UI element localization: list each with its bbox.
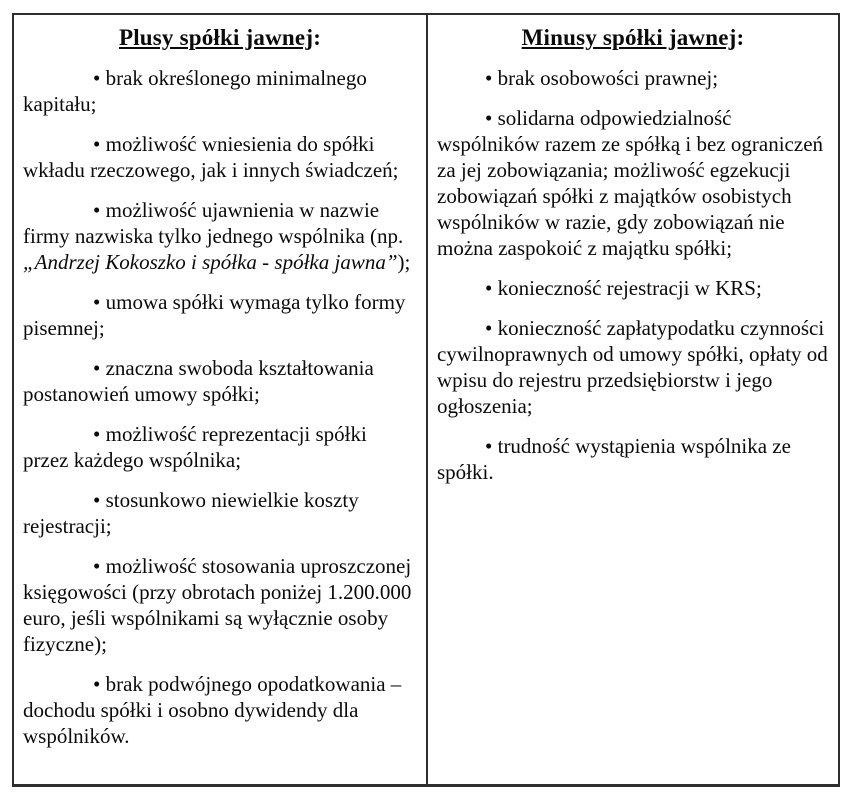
list-item-text: możliwość reprezentacji spółki przez każdego wspólnika; — [23, 422, 367, 472]
list-item — [23, 671, 417, 749]
bullet-icon: • — [93, 132, 106, 156]
pros-list — [23, 65, 417, 749]
list-item-text: trudność wystąpienia wspólnika ze spółki. — [437, 434, 791, 484]
bullet-icon: • — [93, 554, 106, 578]
list-item-text: „Andrzej Kokoszko i spółka - spółka jawna” — [23, 250, 398, 274]
list-item-text: znaczna swoboda kształtowania postanowień umowy spółki; — [23, 356, 374, 406]
cons-header-colon: : — [736, 25, 745, 50]
bullet-icon: • — [93, 672, 106, 696]
cons-header-text: Minusy spółki jawnej — [521, 25, 737, 50]
bullet-icon: • — [485, 66, 498, 90]
list-item-text: umowa spółki wymaga tylko formy pisemnej; — [23, 290, 406, 340]
list-item-text: konieczność zapłatypodatku czynności cywilnoprawnych od umowy spółki, opłaty od wpisu do rejestru przedsiębiorstw i jego ogłoszenia; — [437, 316, 828, 418]
bullet-icon: • — [485, 434, 498, 458]
list-item — [437, 315, 829, 419]
list-item-text: możliwość ujawnienia w nazwie firmy nazwiska tylko jednego wspólnika (np. — [23, 198, 404, 248]
list-item-text: brak podwójnego opodatkowania – dochodu spółki i osobno dywidendy dla wspólników. — [23, 672, 402, 748]
pros-column — [14, 15, 426, 784]
cons-list — [437, 65, 829, 485]
list-item-text: konieczność rejestracji w KRS; — [497, 276, 762, 300]
list-item — [437, 433, 829, 485]
pros-header-colon: : — [313, 25, 322, 50]
pros-header-text: Plusy spółki jawnej — [118, 25, 314, 50]
list-item-text: brak określonego minimalnego kapitału; — [23, 66, 367, 116]
bullet-icon: • — [93, 290, 106, 314]
bullet-icon: • — [485, 106, 498, 130]
list-item — [23, 553, 417, 657]
list-item-text: ); — [397, 250, 411, 274]
bullet-icon: • — [485, 316, 498, 340]
cons-column-header — [437, 23, 829, 53]
list-item-text: możliwość stosowania uproszczonej księgowości (przy obrotach poniżej 1.200.000 euro, jeśli wspólnikami są wyłącznie osoby fizyczne); — [23, 554, 412, 656]
bullet-icon: • — [93, 198, 106, 222]
bullet-icon: • — [93, 422, 106, 446]
list-item-text: brak osobowości prawnej; — [497, 66, 719, 90]
list-item — [23, 421, 417, 473]
list-item — [23, 289, 417, 341]
list-item-text: stosunkowo niewielkie koszty rejestracji; — [23, 488, 359, 538]
list-item — [437, 65, 829, 91]
list-item-text: solidarna odpowiedzialność wspólników razem ze spółką i bez ograniczeń za jej zobowiązania; możliwość egzekucji zobowiązań spółki z majątków osobistych wspólników w razie, gdy zobowiązań nie można zaspokoić z majątku spółki; — [437, 106, 824, 260]
list-item — [23, 487, 417, 539]
bullet-icon: • — [485, 276, 498, 300]
list-item-text: możliwość wniesienia do spółki wkładu rzeczowego, jak i innych świadczeń; — [23, 132, 399, 182]
bullet-icon: • — [93, 488, 106, 512]
bullet-icon: • — [93, 66, 106, 90]
pros-column-header — [23, 23, 417, 53]
list-item — [437, 275, 829, 301]
list-item — [23, 197, 417, 275]
list-item — [437, 105, 829, 261]
list-item — [23, 131, 417, 183]
cons-column — [426, 15, 838, 784]
list-item — [23, 65, 417, 117]
bullet-icon: • — [93, 356, 106, 380]
list-item — [23, 355, 417, 407]
comparison-table — [12, 13, 840, 787]
